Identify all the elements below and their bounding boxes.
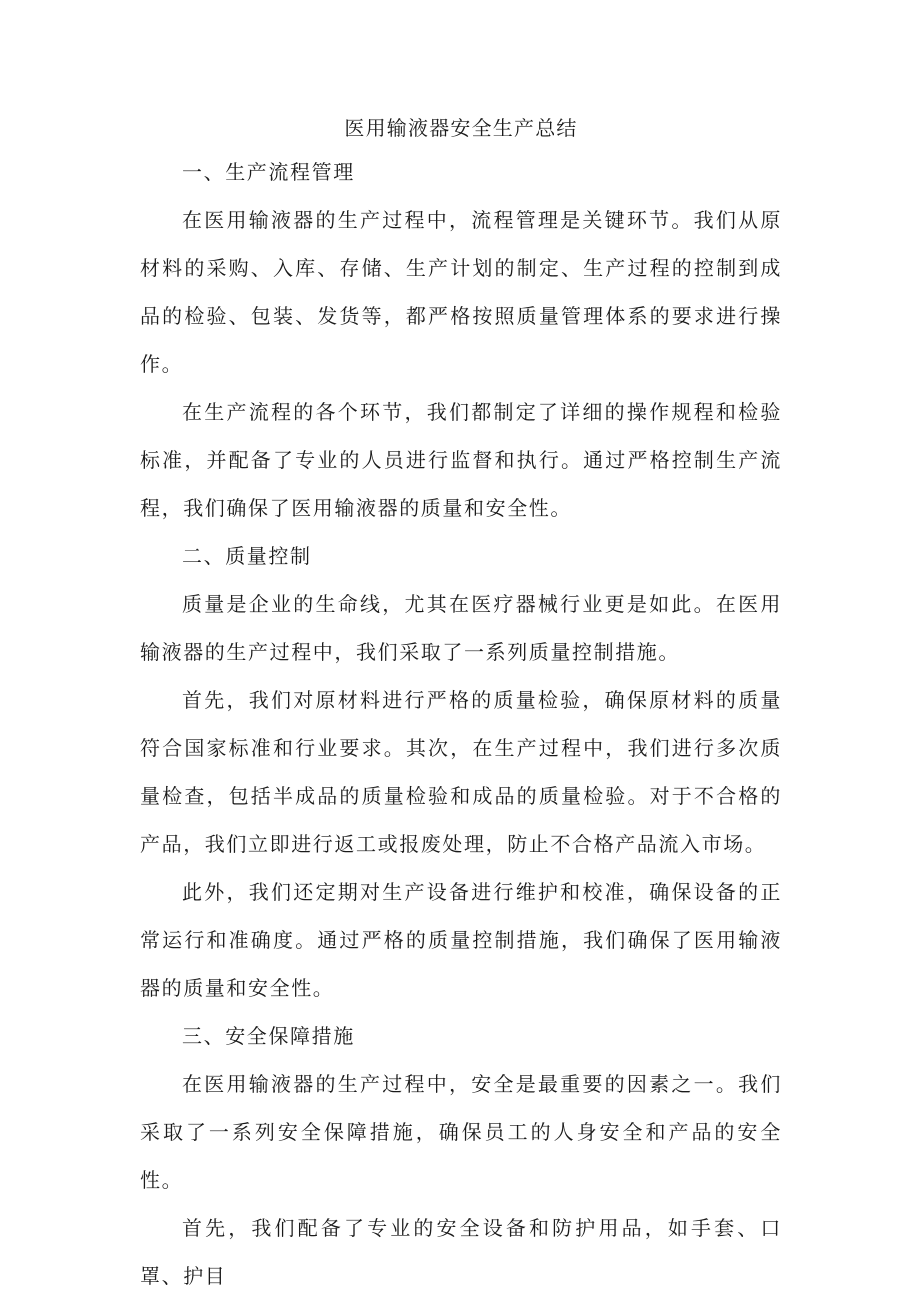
paragraph: 质量是企业的生命线，尤其在医疗器械行业更是如此。在医用输液器的生产过程中，我们采取了一系列质量控制措施。	[140, 592, 782, 664]
document-body	[140, 108, 782, 1300]
paragraph: 首先，我们配备了专业的安全设备和防护用品，如手套、口罩、护目	[140, 1216, 782, 1288]
paragraph: 在生产流程的各个环节，我们都制定了详细的操作规程和检验标准，并配备了专业的人员进行监督和执行。通过严格控制生产流程，我们确保了医用输液器的质量和安全性。	[140, 400, 782, 520]
section-heading-3: 三、安全保障措施	[182, 1024, 355, 1048]
paragraph: 在医用输液器的生产过程中，安全是最重要的因素之一。我们采取了一系列安全保障措施，确保员工的人身安全和产品的安全性。	[140, 1072, 782, 1192]
paragraph: 在医用输液器的生产过程中，流程管理是关键环节。我们从原材料的采购、入库、存储、生产计划的制定、生产过程的控制到成品的检验、包装、发货等，都严格按照质量管理体系的要求进行操作。	[140, 208, 782, 376]
section-heading-2: 二、质量控制	[182, 544, 312, 568]
document-title: 医用输液器安全生产总结	[344, 116, 578, 140]
paragraph: 首先，我们对原材料进行严格的质量检验，确保原材料的质量符合国家标准和行业要求。其次，在生产过程中，我们进行多次质量检查，包括半成品的质量检验和成品的质量检验。对于不合格的产品，我们立即进行返工或报废处理，防止不合格产品流入市场。	[140, 688, 782, 856]
paragraph: 此外，我们还定期对生产设备进行维护和校准，确保设备的正常运行和准确度。通过严格的质量控制措施，我们确保了医用输液器的质量和安全性。	[140, 880, 782, 1000]
section-heading-1: 一、生产流程管理	[182, 160, 355, 184]
